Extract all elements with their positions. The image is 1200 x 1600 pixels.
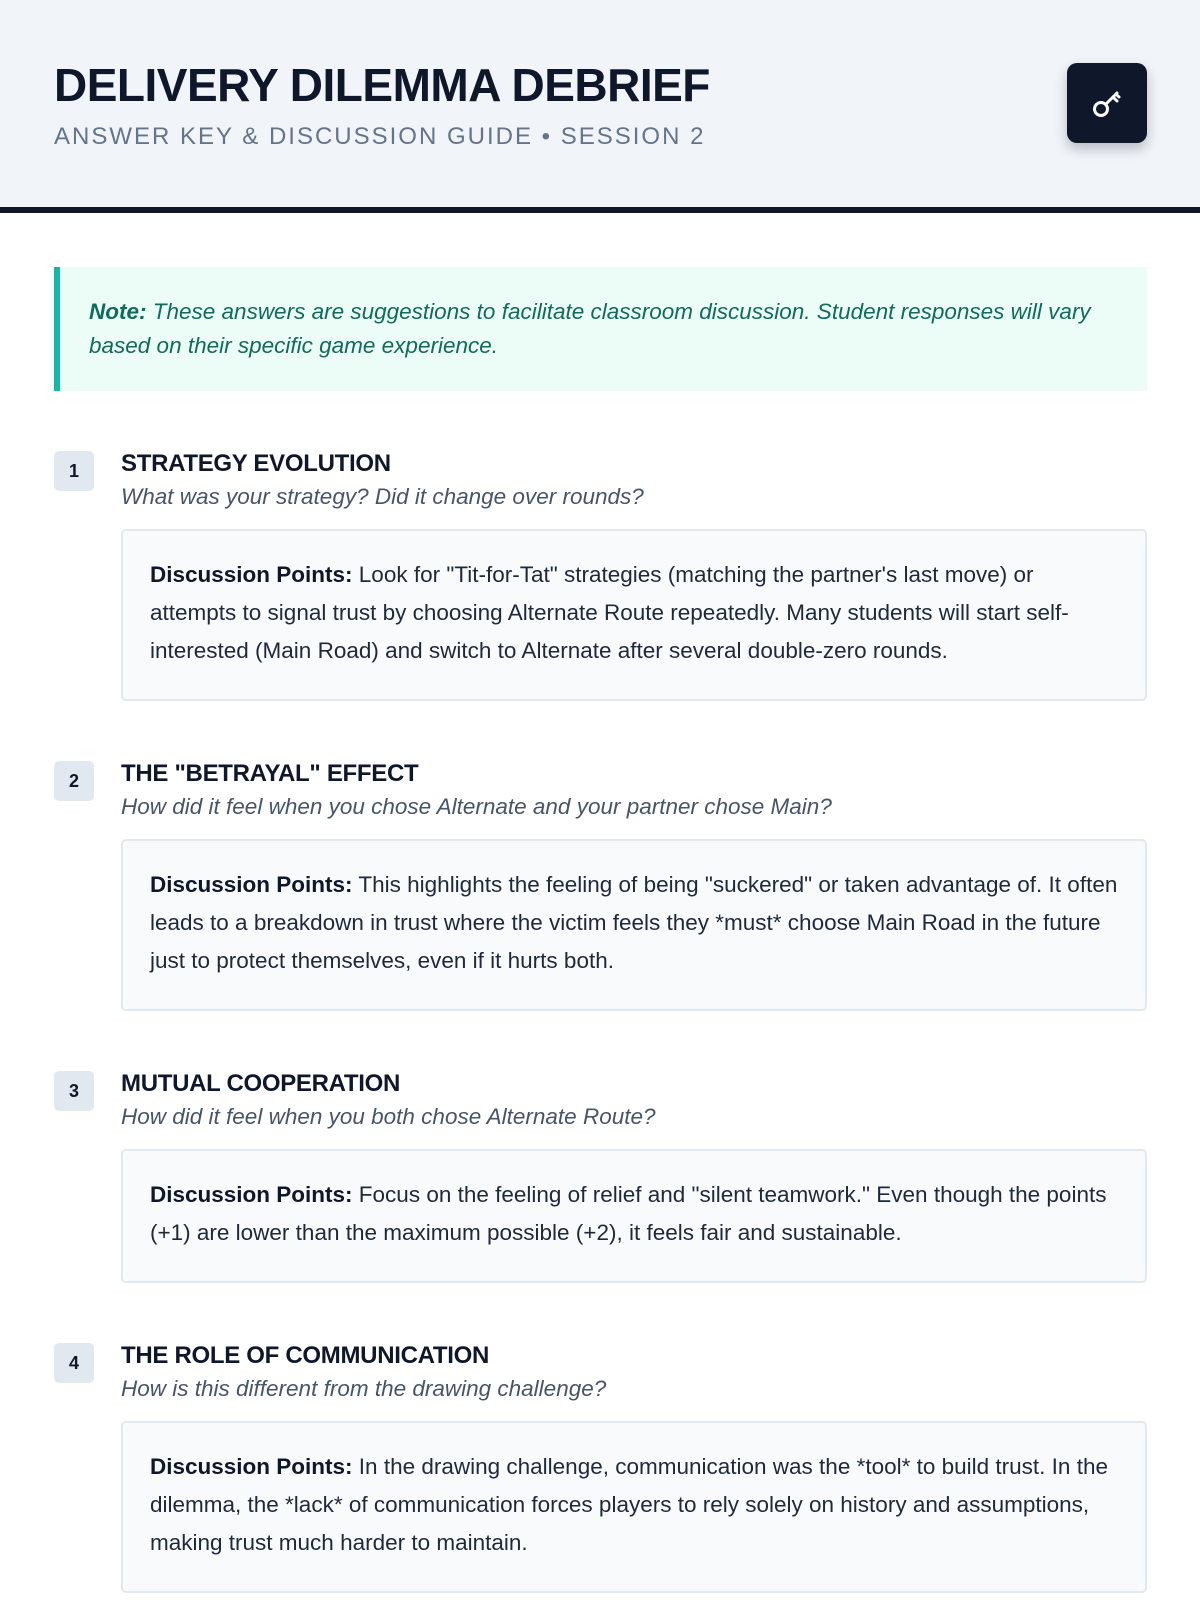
- key-icon: [1087, 83, 1127, 123]
- page-title: DELIVERY DILEMMA DEBRIEF: [54, 59, 710, 111]
- item-question: How did it feel when you chose Alternate and your partner chose Main?: [121, 794, 832, 819]
- answer-text: Focus on the feeling of relief and "silent teamwork." Even though the points (+1) are lower than the maximum possible (+2), it feels fair and sustainable.: [150, 1182, 1107, 1245]
- item-number: 2: [54, 761, 94, 801]
- item-body: [121, 1341, 1147, 1593]
- answer-label: Discussion Points:: [150, 872, 353, 897]
- answer-box: [121, 529, 1147, 701]
- item-question: How is this different from the drawing challenge?: [121, 1376, 607, 1401]
- answer-box: [121, 1421, 1147, 1593]
- page-header: [0, 0, 1200, 213]
- item-question: How did it feel when you both chose Alternate Route?: [121, 1104, 656, 1129]
- item-title: THE "BETRAYAL" EFFECT: [121, 760, 419, 787]
- item-question: What was your strategy? Did it change over rounds?: [121, 484, 644, 509]
- item-body: [121, 759, 1147, 1011]
- main-content: [0, 213, 1200, 1593]
- answer-text: In the drawing challenge, communication was the *tool* to build trust. In the dilemma, the *lack* of communication forces players to rely solely on history and assumptions, making trust much harder to maintain.: [150, 1454, 1108, 1555]
- discussion-item-4: [54, 1341, 1147, 1593]
- item-title: THE ROLE OF COMMUNICATION: [121, 1342, 490, 1369]
- facilitator-note: [54, 267, 1147, 391]
- item-number: 1: [54, 451, 94, 491]
- discussion-item-2: [54, 759, 1147, 1011]
- item-number: 4: [54, 1343, 94, 1383]
- answer-box: [121, 839, 1147, 1011]
- answer-label: Discussion Points:: [150, 562, 353, 587]
- item-body: [121, 449, 1147, 701]
- answer-key-badge[interactable]: [1067, 63, 1147, 143]
- answer-label: Discussion Points:: [150, 1182, 353, 1207]
- item-title: STRATEGY EVOLUTION: [121, 450, 391, 477]
- item-title: MUTUAL COOPERATION: [121, 1070, 401, 1097]
- answer-text: Look for "Tit-for-Tat" strategies (matching the partner's last move) or attempts to signal trust by choosing Alternate Route repeatedly. Many students will start self-interested (Main Road) and switch to Alternate after several double-zero rounds.: [150, 562, 1069, 663]
- answer-label: Discussion Points:: [150, 1454, 353, 1479]
- item-body: [121, 1069, 1147, 1283]
- page-subtitle: ANSWER KEY & DISCUSSION GUIDE • SESSION 2: [54, 123, 706, 150]
- answer-box: [121, 1149, 1147, 1283]
- answer-text: This highlights the feeling of being "suckered" or taken advantage of. It often leads to a breakdown in trust where the victim feels they *must* choose Main Road in the future just to protect themselves, even if it hurts both.: [150, 872, 1118, 973]
- item-number: 3: [54, 1071, 94, 1111]
- discussion-item-3: [54, 1069, 1147, 1283]
- note-text: These answers are suggestions to facilitate classroom discussion. Student responses will vary based on their specific game experience.: [89, 299, 1091, 358]
- discussion-item-1: [54, 449, 1147, 701]
- note-label: Note:: [89, 299, 147, 324]
